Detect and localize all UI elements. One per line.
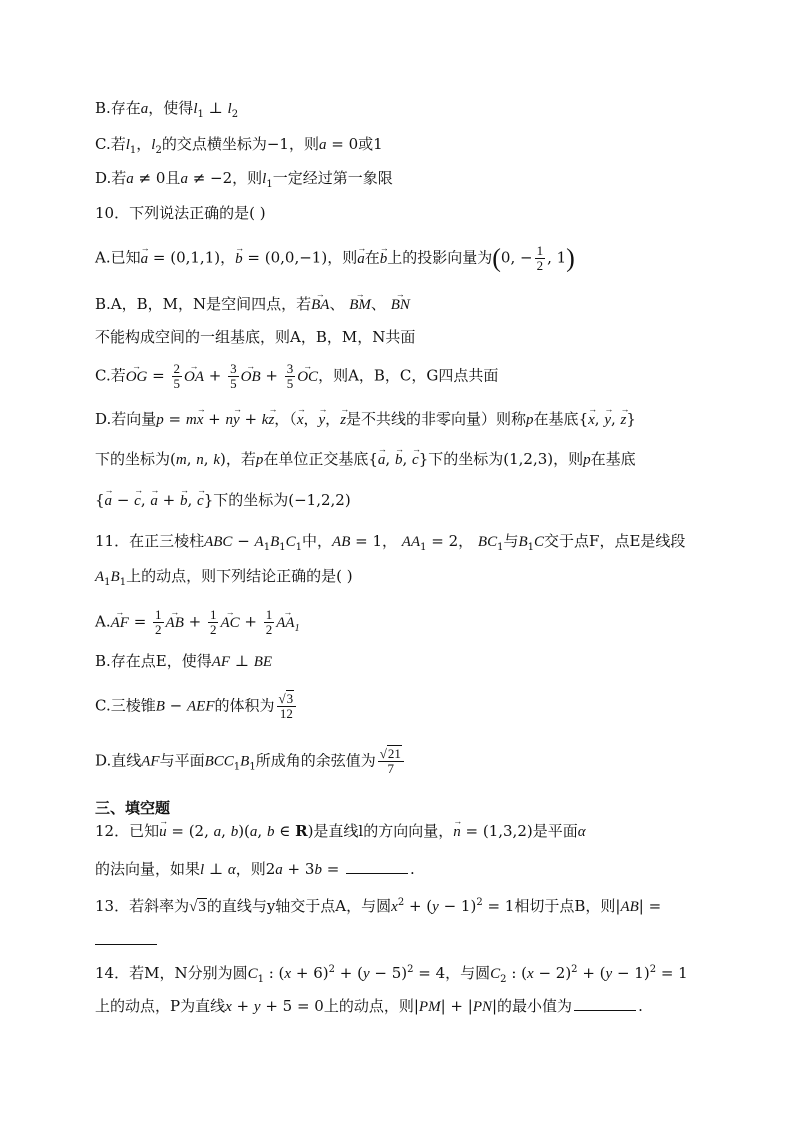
q9-option-c: C.若$l_1$，$l_2$的交点横坐标为−1，则a = 0或1 — [95, 135, 383, 156]
q14-answer-blank[interactable] — [574, 996, 636, 1011]
q13-line1: 13．若斜率为√3的直线与y轴交于点A，与圆$x^2 + (y - 1)^2 = 1$相切于点B，则|AB| = — [95, 897, 662, 915]
q10-option-b-line1: B.A，B，M，N是空间四点，若→ BA、 → BM、 → BN — [95, 294, 734, 315]
q12-answer-blank[interactable] — [346, 859, 408, 874]
q10-option-a: A.已知→ a = (0,1,1)，→ b = (0,0,−1)，则→ a在→ b上的投影向量为(0, − $\frac{1}{2}$ , 1) — [95, 244, 734, 273]
q10-option-c: C.若→ OG = $\frac{2}{5}$ → OA + $\frac{3}{5}$ → OB + $\frac{3}{5}$ → OC，则A，B，C，G四点共面 — [95, 362, 734, 391]
section-heading: 三、填空题 — [95, 799, 171, 817]
q11-stem-line2: $A_1B_1$上的动点，则下列结论正确的是( ) — [95, 567, 353, 588]
q9-option-d: D.若a ≠ 0且a ≠ −2，则$l_1$一定经过第一象限 — [95, 169, 393, 190]
q12-line2: 的法向量，如果l ⊥ α，则2a + 3b = . — [95, 860, 415, 878]
q10-option-d-line3: {→ a − → c, → a + → b, → c}下的坐标为(−1,2,2) — [95, 490, 734, 511]
q9-option-b: B.存在a，使得$l_1$ ⊥ $l_2$ — [95, 99, 239, 120]
q13-line2 — [95, 930, 734, 950]
q10-option-d-line2: 下的坐标为(m, n, k)，若p在单位正交基底{→ a, → b, → c}下的坐标为(1,2,3)，则p在基底 — [95, 449, 734, 470]
q12-line1: 12．已知→ u = (2, a, b)(a, b ∈ R)是直线l的方向向量，→ n = (1,3,2)是平面α — [95, 821, 734, 842]
q14-line1: 14．若M，N分别为圆$C_1$ : $(x + 6)^2 + (y - 5)^2 = 4$，与圆$C_2$ : $(x - 2)^2 + (y - 1)^2 = 1$ — [95, 964, 688, 985]
q10-stem: 10．下列说法正确的是( ) — [95, 204, 266, 222]
q11-option-a: A.→ AF = $\frac{1}{2}$ → AB + $\frac{1}{2}$ → AC + $\frac{1}{2}$ → $AA_1$ — [95, 608, 734, 639]
q14-line2: 上的动点，P为直线x + y + 5 = 0上的动点，则|PM| + |PN|的最小值为 . — [95, 997, 643, 1015]
q11-stem-line1: 11．在正三棱柱ABC − $A_1B_1C_1$中，AB = 1， $AA_1 = 2$， $BC_1$与$B_1C$交于点F，点E是线段 — [95, 532, 686, 553]
q10-option-b-line2: 不能构成空间的一组基底，则A，B，M，N共面 — [95, 328, 416, 346]
q11-option-c: C.三棱锥B − AEF的体积为 $\frac{√3}{12}$ — [95, 692, 734, 721]
q11-option-b: B.存在点E，使得AF ⊥ BE — [95, 652, 273, 670]
q13-answer-blank[interactable] — [95, 930, 157, 945]
q10-option-d-line1: D.若向量p = m→ x + n→ y + k→ z，（→ x，→ y，→ z是不共线的非零向量）则称p在基底{→ x, → y, → z} — [95, 409, 734, 430]
q11-option-d: D.直线AF与平面$BCC_1B_1$所成角的余弦值为 $\frac{√21}{7}$ — [95, 747, 734, 778]
